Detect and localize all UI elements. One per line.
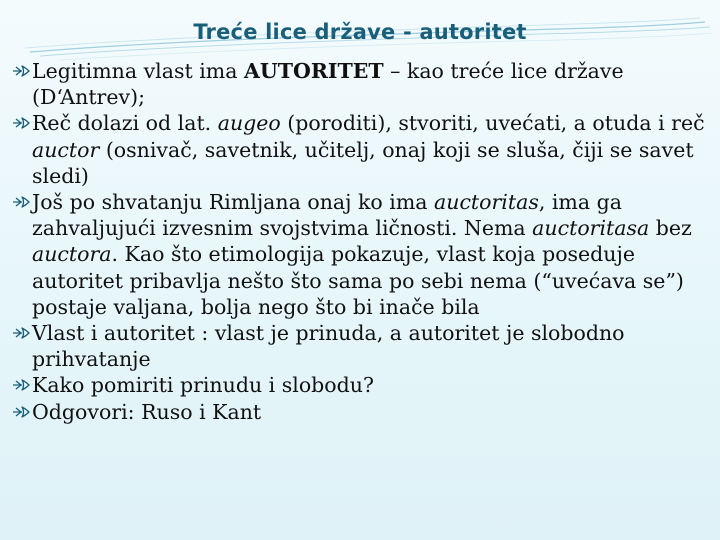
bullet-text-run: Odgovori: Ruso i Kant — [32, 399, 262, 424]
bullet-text — [32, 372, 714, 398]
bullet-text — [32, 399, 714, 425]
bullet-text-run: auctor — [32, 137, 100, 162]
bullet-item — [12, 110, 714, 189]
bullet-text-run: . Kao što etimologija pokazuje, vlast koja poseduje autoritet pribavlja nešto što sama po sebi nema (“uvećava se”) postaje valjana, bolja nego što bi inače bila — [32, 242, 684, 319]
feather-arrow-icon — [12, 115, 30, 131]
bullet-item — [12, 189, 714, 320]
bullet-text — [32, 320, 714, 372]
bullet-text-run: Reč dolazi od lat. — [32, 111, 218, 136]
bullet-text — [32, 110, 714, 189]
bullet-text-run: auctoritas — [434, 190, 539, 215]
feather-arrow-icon — [12, 404, 30, 420]
bullet-list — [12, 58, 714, 425]
bullet-text-run: (poroditi), stvoriti, uvećati, a otuda i reč — [280, 111, 705, 136]
bullet-text — [32, 189, 714, 320]
bullet-text-run: auctora — [32, 242, 112, 267]
bullet-item — [12, 372, 714, 398]
bullet-text-run: AUTORITET — [243, 59, 384, 83]
bullet-item — [12, 320, 714, 372]
feather-arrow-icon — [12, 377, 30, 393]
bullet-text-run: Legitimna vlast ima — [32, 59, 244, 83]
bullet-text-run: Još po shvatanju Rimljana onaj ko ima — [32, 190, 435, 215]
bullet-text-run: – kao treće lice države (D‘Antrev); — [32, 59, 624, 110]
bullet-text-run: (osnivač, savetnik, učitelj, onaj koji se sluša, čiji se savet sledi) — [32, 137, 694, 188]
bullet-item — [12, 399, 714, 425]
bullet-text-run: Vlast i autoritet : vlast je prinuda, a autoritet je slobodno prihvatanje — [32, 321, 625, 372]
feather-arrow-icon — [12, 325, 30, 341]
feather-arrow-icon — [12, 194, 30, 210]
slide-title: Treće lice države - autoritet — [193, 20, 527, 44]
bullet-text-run: Kako pomiriti prinudu i slobodu? — [32, 373, 374, 398]
bullet-text-run: augeo — [217, 111, 281, 136]
bullet-text-run: auctoritasa — [532, 216, 650, 241]
bullet-text — [32, 58, 714, 110]
bullet-text-run: bez — [649, 216, 692, 241]
bullet-text-run: , ima ga zahvaljujući izvesnim svojstvima ličnosti. Nema — [32, 190, 622, 241]
bullet-item — [12, 58, 714, 110]
feather-arrow-icon — [12, 63, 30, 79]
